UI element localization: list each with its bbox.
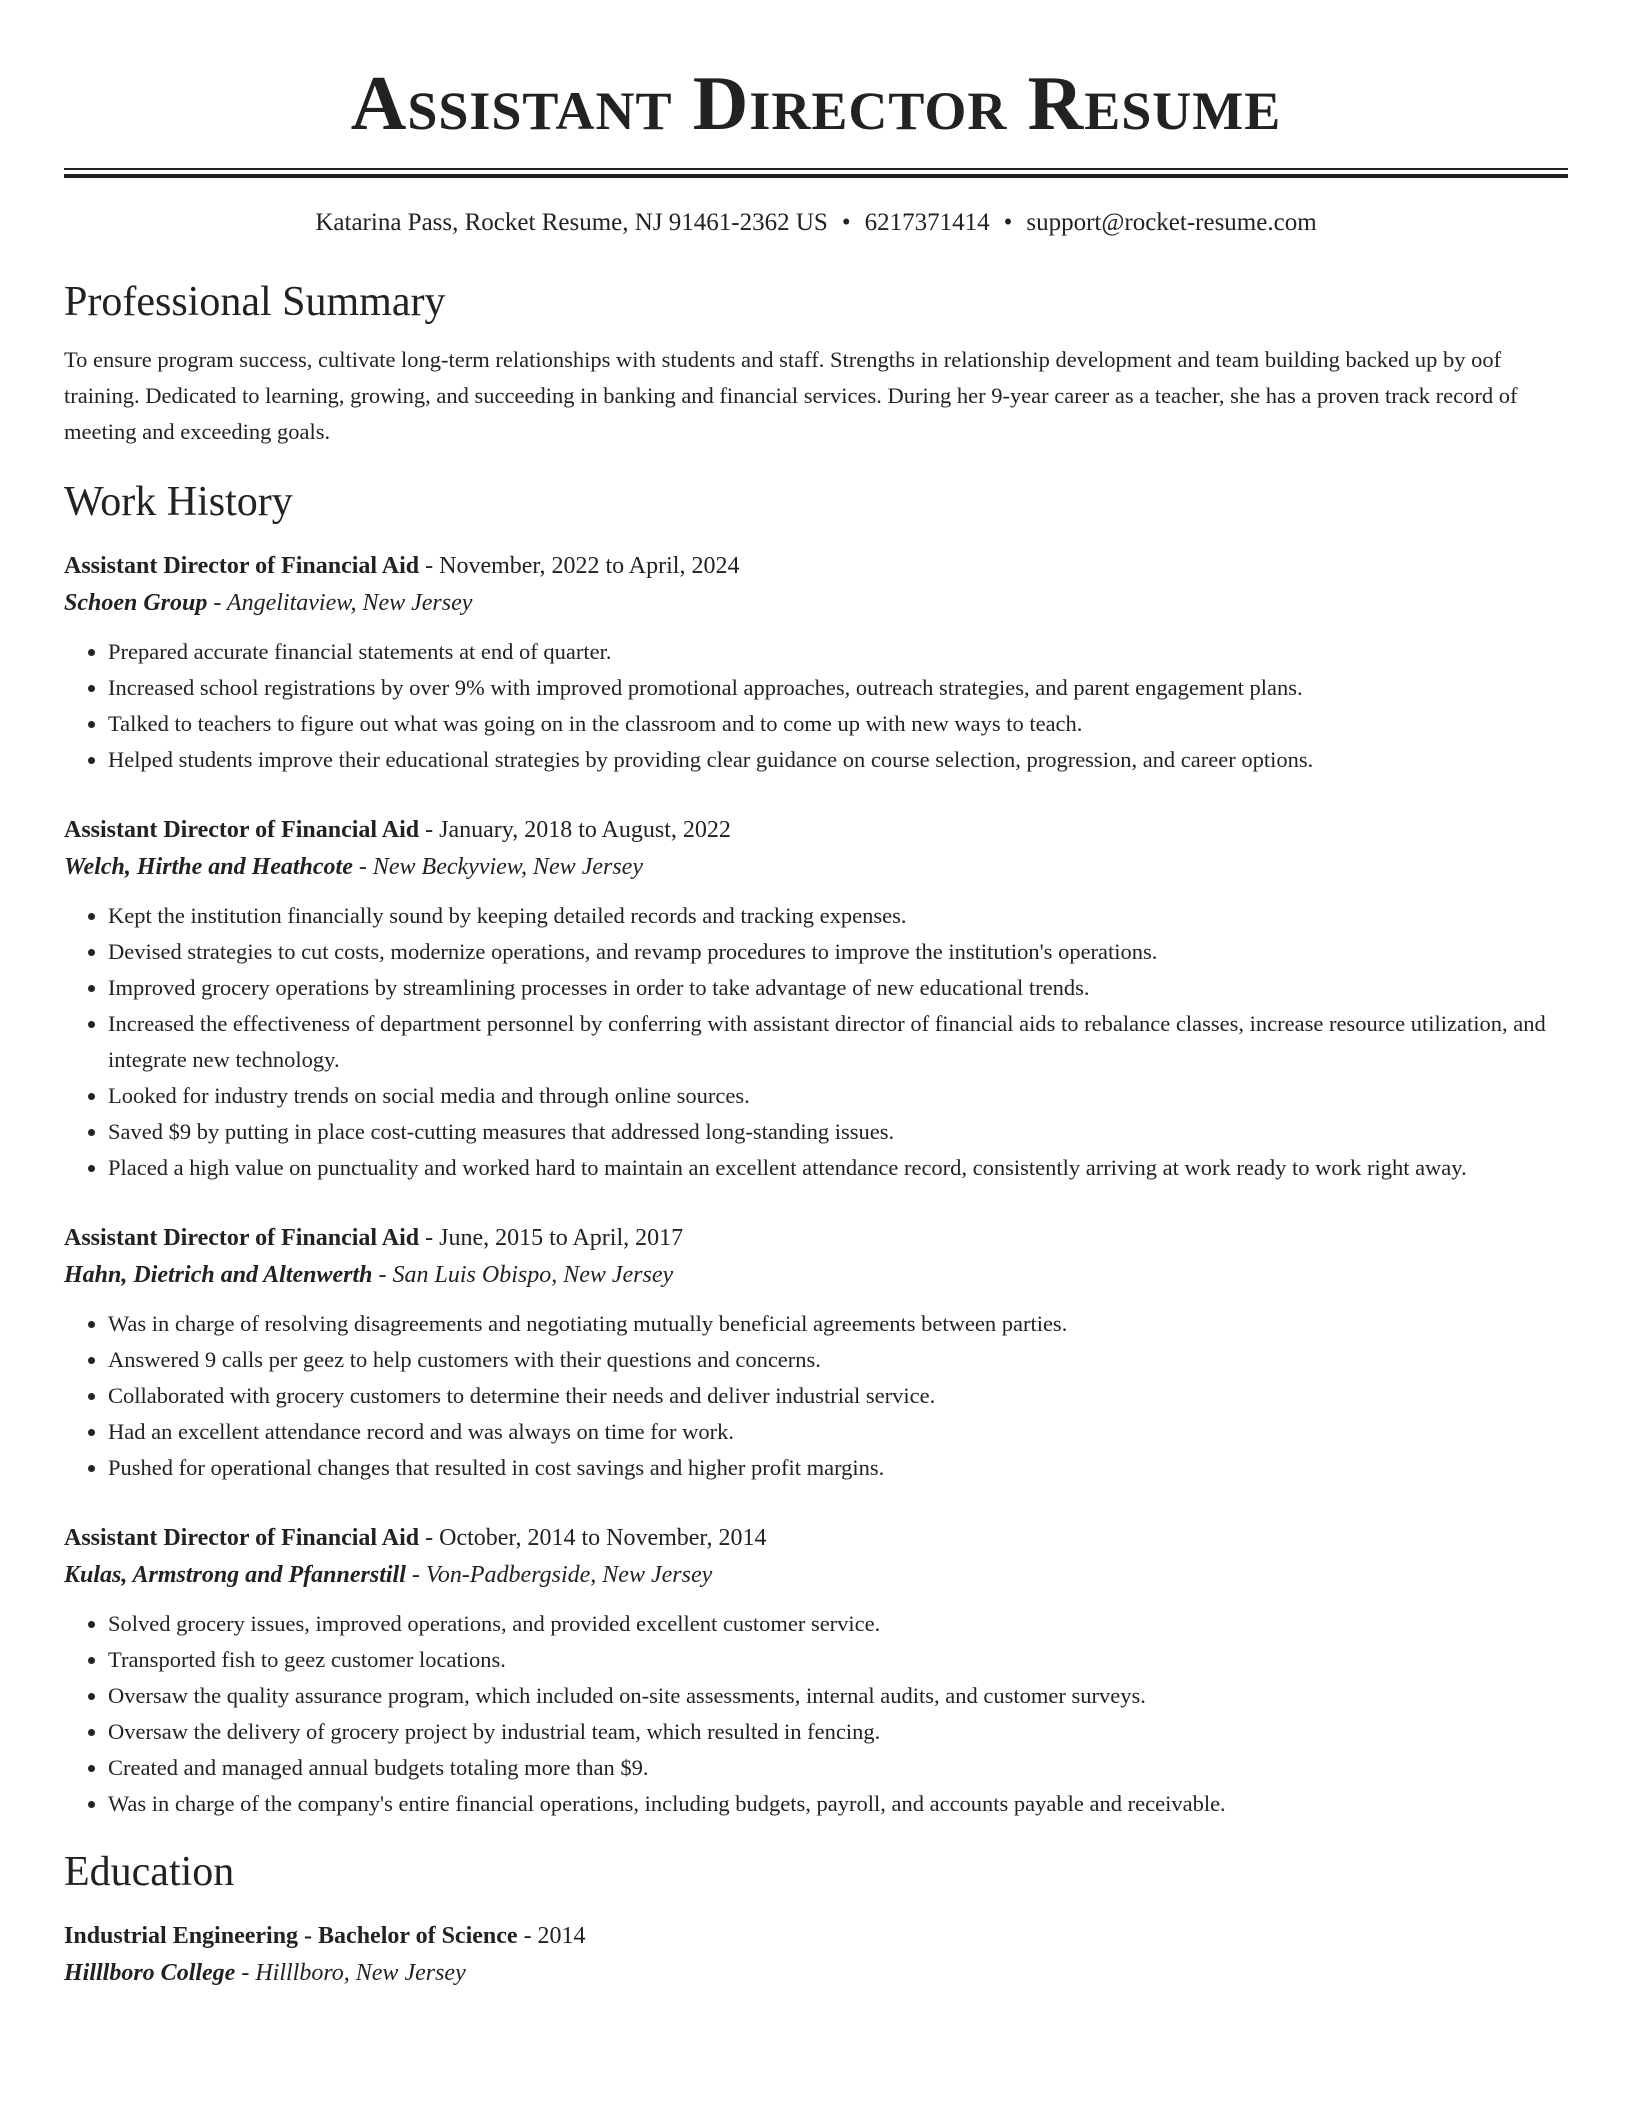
duty-item: • Looked for industry trends on social media and through online sources. xyxy=(108,1078,1568,1114)
title-divider xyxy=(64,168,1568,178)
degree-line xyxy=(64,1918,1568,1954)
duty-item: • Prepared accurate financial statements at end of quarter. xyxy=(108,634,1568,670)
resume-title: Assistant Director Resume xyxy=(350,60,1282,146)
duty-item: • Pushed for operational changes that resulted in cost savings and higher profit margins. xyxy=(108,1450,1568,1486)
job-company-line xyxy=(64,1256,1568,1294)
school-line xyxy=(64,1954,1568,1992)
school-name: Hilllboro College xyxy=(64,1960,236,1986)
contact-line xyxy=(64,206,1568,240)
job-company: Welch, Hirthe and Heathcote xyxy=(64,854,353,880)
graduation-year: - 2014 xyxy=(517,1923,586,1949)
job-dates: - November, 2022 to April, 2024 xyxy=(419,553,740,579)
contact-email[interactable]: support@rocket-resume.com xyxy=(1026,209,1317,236)
job-title-line xyxy=(64,1220,1568,1256)
duty-item: • Was in charge of the company's entire financial operations, including budgets, payroll, and accounts payable and receivable. xyxy=(108,1786,1568,1822)
duty-item: • Solved grocery issues, improved operations, and provided excellent customer service. xyxy=(108,1606,1568,1642)
job-duties xyxy=(64,634,1568,778)
job-company: Schoen Group xyxy=(64,590,208,616)
job-title: Assistant Director of Financial Aid xyxy=(64,817,420,843)
education-entry xyxy=(64,1918,1568,1992)
duty-item: • Increased school registrations by over 9% with improved promotional approaches, outreach strategies, and parent engagement plans. xyxy=(108,670,1568,706)
job-entry xyxy=(64,1220,1568,1486)
duty-item: • Kept the institution financially sound by keeping detailed records and tracking expenses. xyxy=(108,898,1568,934)
job-location: - New Beckyview, New Jersey xyxy=(352,854,643,880)
duty-item: • Was in charge of resolving disagreements and negotiating mutually beneficial agreements between parties. xyxy=(108,1306,1568,1342)
school-location: - Hilllboro, New Jersey xyxy=(235,1960,466,1986)
duty-item: • Answered 9 calls per geez to help customers with their questions and concerns. xyxy=(108,1342,1568,1378)
duty-item: • Devised strategies to cut costs, modernize operations, and revamp procedures to improve the institution's operations. xyxy=(108,934,1568,970)
job-title-line xyxy=(64,1520,1568,1556)
duty-item: • Talked to teachers to figure out what was going on in the classroom and to come up with new ways to teach. xyxy=(108,706,1568,742)
job-entry xyxy=(64,1520,1568,1822)
contact-separator: • xyxy=(841,209,851,236)
job-title: Assistant Director of Financial Aid xyxy=(64,1225,420,1251)
job-dates: - January, 2018 to August, 2022 xyxy=(419,817,731,843)
job-duties xyxy=(64,898,1568,1186)
duty-item: • Oversaw the quality assurance program, which included on-site assessments, internal audits, and customer surveys. xyxy=(108,1678,1568,1714)
contact-phone: 6217371414 xyxy=(864,209,990,236)
duty-item: • Transported fish to geez customer locations. xyxy=(108,1642,1568,1678)
job-location: - San Luis Obispo, New Jersey xyxy=(372,1262,674,1288)
job-title: Assistant Director of Financial Aid xyxy=(64,1525,420,1551)
job-entry xyxy=(64,812,1568,1186)
work-history-heading: Work History xyxy=(64,479,293,525)
duty-item: • Increased the effectiveness of department personnel by conferring with assistant director of financial aids to rebalance classes, increase resource utilization, and integrate new technology. xyxy=(108,1006,1568,1078)
degree: Industrial Engineering - Bachelor of Science xyxy=(64,1923,518,1949)
work-history-list xyxy=(64,548,1568,1822)
duty-item: • Saved $9 by putting in place cost-cutting measures that addressed long-standing issues. xyxy=(108,1114,1568,1150)
contact-address: Katarina Pass, Rocket Resume, NJ 91461-2362 US xyxy=(315,209,828,236)
job-dates: - June, 2015 to April, 2017 xyxy=(419,1225,684,1251)
job-title: Assistant Director of Financial Aid xyxy=(64,553,420,579)
duty-item: • Had an excellent attendance record and was always on time for work. xyxy=(108,1414,1568,1450)
job-company-line xyxy=(64,584,1568,622)
job-location: - Von-Padbergside, New Jersey xyxy=(405,1562,713,1588)
duty-item: • Improved grocery operations by streamlining processes in order to take advantage of new educational trends. xyxy=(108,970,1568,1006)
job-company: Kulas, Armstrong and Pfannerstill xyxy=(64,1562,406,1588)
job-company-line xyxy=(64,848,1568,886)
summary-heading: Professional Summary xyxy=(64,279,446,325)
job-location: - Angelitaview, New Jersey xyxy=(207,590,473,616)
job-entry xyxy=(64,548,1568,778)
job-company: Hahn, Dietrich and Altenwerth xyxy=(64,1262,373,1288)
job-duties xyxy=(64,1606,1568,1822)
duty-item: • Helped students improve their educational strategies by providing clear guidance on course selection, progression, and career options. xyxy=(108,742,1568,778)
job-company-line xyxy=(64,1556,1568,1594)
duty-item: • Placed a high value on punctuality and worked hard to maintain an excellent attendance record, consistently arriving at work ready to work right away. xyxy=(108,1150,1568,1186)
duty-item: • Oversaw the delivery of grocery project by industrial team, which resulted in fencing. xyxy=(108,1714,1568,1750)
job-title-line xyxy=(64,548,1568,584)
education-heading: Education xyxy=(64,1849,235,1895)
contact-separator: • xyxy=(1003,209,1013,236)
job-duties xyxy=(64,1306,1568,1486)
summary-text: To ensure program success, cultivate long-term relationships with students and staff. Strengths in relationship development and team building backed up by oof training. Dedicated to learning, growing, and succeeding in banking and financial services. During her 9-year career as a teacher, she has a proven track record of meeting and exceeding goals. xyxy=(64,347,1518,444)
duty-item: • Collaborated with grocery customers to determine their needs and deliver industrial service. xyxy=(108,1378,1568,1414)
job-dates: - October, 2014 to November, 2014 xyxy=(419,1525,767,1551)
job-title-line xyxy=(64,812,1568,848)
duty-item: • Created and managed annual budgets totaling more than $9. xyxy=(108,1750,1568,1786)
